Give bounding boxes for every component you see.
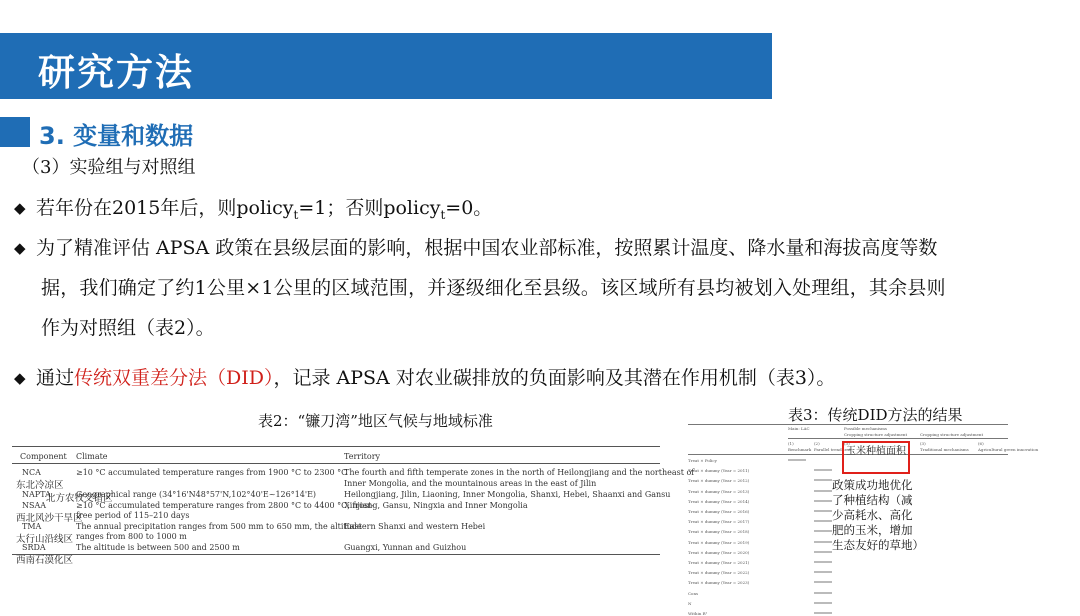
table3-annotation: 政策成功地优化了种植结构（减少高耗水、高化肥的玉米，增加生态友好的草地） bbox=[832, 478, 924, 552]
table3-value-mark bbox=[814, 490, 832, 492]
table3-row-label: Treat × dummy (Year = 2023) bbox=[688, 580, 750, 586]
table3-value-mark bbox=[814, 571, 832, 573]
table3-row-label: Treat × dummy (Year = 2016) bbox=[688, 509, 750, 514]
table3-value-mark bbox=[788, 459, 806, 461]
table3-value-mark bbox=[814, 510, 832, 512]
table3-row-label: Treat × dummy (Year = 2013) bbox=[688, 488, 750, 494]
bullet-treatment-definition: ◆ 为了精准评估 APSA 政策在县级层面的影响，根据中国农业部标准，按照累计温度、降水量和海拔高度等数 据，我们确定了约1公里×1公里的区域范围，并逐级细化至县级。该区域所有县均被划入处理组，其余县则 作为对照组（表2）。 bbox=[14, 228, 1064, 348]
table3-row-label: Treat × dummy (Year = 2018) bbox=[688, 529, 750, 535]
table2-climate-cell: The altitude is between 500 and 2500 m bbox=[76, 543, 240, 552]
table3-row-label: Within R² bbox=[688, 611, 708, 616]
table2-climate-cell: ≥10 °C accumulated temperature ranges from 1900 °C to 2300 °C bbox=[76, 468, 348, 477]
diamond-bullet-icon: ◆ bbox=[14, 369, 26, 387]
diamond-bullet-icon: ◆ bbox=[14, 199, 26, 217]
table3-row-label: Treat × dummy (Year = 2014) bbox=[688, 498, 750, 504]
table2-component-cn-label: 太行山沿线区 bbox=[16, 534, 74, 545]
table3-row-label: Treat × dummy (Year = 2019) bbox=[688, 539, 750, 545]
table2-component-code: TMA bbox=[22, 522, 42, 531]
table3-row-label: Treat × dummy (Year = 2012) bbox=[688, 478, 750, 484]
diamond-bullet-icon: ◆ bbox=[14, 239, 26, 257]
table2-caption: 表2：“镰刀湾”地区气候与地域标准 bbox=[258, 412, 493, 430]
table3-value-mark bbox=[814, 612, 832, 614]
table3-row-label: Treat × dummy (Year = 2017) bbox=[688, 519, 750, 525]
table2-territory-cell: Xinjiang, Gansu, Ningxia and Inner Mongolia bbox=[344, 501, 528, 510]
table2-territory-cell: Heilongjiang, Jilin, Liaoning, Inner Mongolia, Shanxi, Hebei, Shaanxi and Gansu bbox=[344, 490, 671, 499]
table3-highlight-label: 玉米种植面积 bbox=[846, 446, 906, 457]
bullet-did-method: ◆ 通过传统双重差分法（DID），记录 APSA 对农业碳排放的负面影响及其潜在作用机制（表3）。 bbox=[14, 358, 1064, 398]
table2-header-component: Component bbox=[20, 452, 67, 461]
table2-climate-cell: ranges from 800 to 1000 m bbox=[76, 532, 187, 541]
table3-row-label: N bbox=[688, 600, 692, 606]
table3-value-mark bbox=[814, 592, 832, 594]
table2-territory-cell: The fourth and fifth temperate zones in the north of Heilongjiang and the northeast of bbox=[344, 468, 695, 477]
table3-value-mark bbox=[814, 581, 832, 583]
section-subtitle: （3）实验组与对照组 bbox=[22, 157, 196, 178]
table2-header-territory: Territory bbox=[344, 452, 381, 461]
table2-header-climate: Climate bbox=[76, 452, 108, 461]
table2-component-code: SRDA bbox=[22, 543, 46, 552]
table3-value-mark bbox=[814, 602, 832, 604]
table3-value-mark bbox=[814, 561, 832, 563]
table3-row-label: Treat × dummy (Year = 2011) bbox=[688, 468, 750, 474]
table3-value-mark bbox=[814, 551, 832, 553]
page-title: 研究方法 bbox=[38, 51, 194, 94]
table3-row-label: Treat × dummy (Year = 2022) bbox=[688, 570, 750, 576]
table3-row-label: Treat × dummy (Year = 2020) bbox=[688, 549, 750, 555]
table3: Main: LAC Possible mechanisms Cropping structure adjustment Cropping structure adjustment (1) (2) (3) (3) (6) Benchmark Parallel trend test Traditional mechanisms Agricultural green innovation Treat × Policy Treat × dummy (Year = 2011) Treat × dummy (Year = 2012) Treat × dummy (Year = 2013) Treat × dummy (Year = 2014) Treat × dummy (Year = 2016) Treat × dummy (Year = 2017) Treat × dummy (Year = 2018) Treat × dummy (Year = 2019) Treat × dummy (Year = 2020) Treat × dummy (Year = 2021) Treat × dummy (Year = 2022) Treat × dummy (Year = 2023) Cons N Within R² bbox=[688, 426, 1039, 616]
table3-row-label: Treat × Policy bbox=[688, 458, 717, 463]
table2-component-cn-label: 东北冷凉区 bbox=[16, 480, 64, 491]
table3-value-mark bbox=[814, 500, 832, 502]
table2-component-code: NAPTA bbox=[22, 490, 51, 499]
table2-territory-cell: Inner Mongolia, and the mountainous areas in the east of Jilin bbox=[344, 479, 597, 488]
bullet-policy-definition: ◆ 若年份在2015年后，则policy$_t$=1；否则policy$_t$=0。 bbox=[14, 188, 1064, 235]
table3-value-mark bbox=[814, 541, 832, 543]
section-title: 3. 变量和数据 bbox=[39, 122, 194, 150]
table2-component-cn-label: 北方农牧交错区 bbox=[46, 493, 113, 504]
table2-climate-cell: free period of 115–210 days bbox=[76, 511, 190, 520]
table3-row-label: Treat × dummy (Year = 2021) bbox=[688, 560, 750, 565]
table3-value-mark bbox=[814, 520, 832, 522]
section-marker bbox=[0, 117, 30, 147]
table2-climate-cell: Geographical range (34°16'N48°57'N,102°40'E~126°14'E) bbox=[76, 490, 317, 499]
table2-component-code: NCA bbox=[22, 468, 41, 477]
table2-component-cn-label: 西南石漠化区 bbox=[16, 555, 74, 566]
table2-territory-cell: Eastern Shanxi and western Hebei bbox=[344, 522, 486, 531]
table2-component-cn-label: 西北风沙干旱区 bbox=[16, 513, 83, 524]
table2-territory-cell: Guangxi, Yunnan and Guizhou bbox=[344, 543, 467, 552]
table3-value-mark bbox=[814, 479, 832, 481]
table3-value-mark bbox=[814, 469, 832, 471]
table2-climate-cell: The annual precipitation ranges from 500 mm to 650 mm, the altitude bbox=[76, 522, 362, 531]
table3-caption: 表3：传统DID方法的结果 bbox=[788, 406, 963, 424]
table3-row-label: Cons bbox=[688, 590, 699, 596]
table2-component-code: NSAA bbox=[22, 501, 47, 510]
table2-climate-cell: ≥10 °C accumulated temperature ranges from 2800 °C to 4400 °C; frost- bbox=[76, 501, 375, 510]
table3-value-mark bbox=[814, 530, 832, 532]
